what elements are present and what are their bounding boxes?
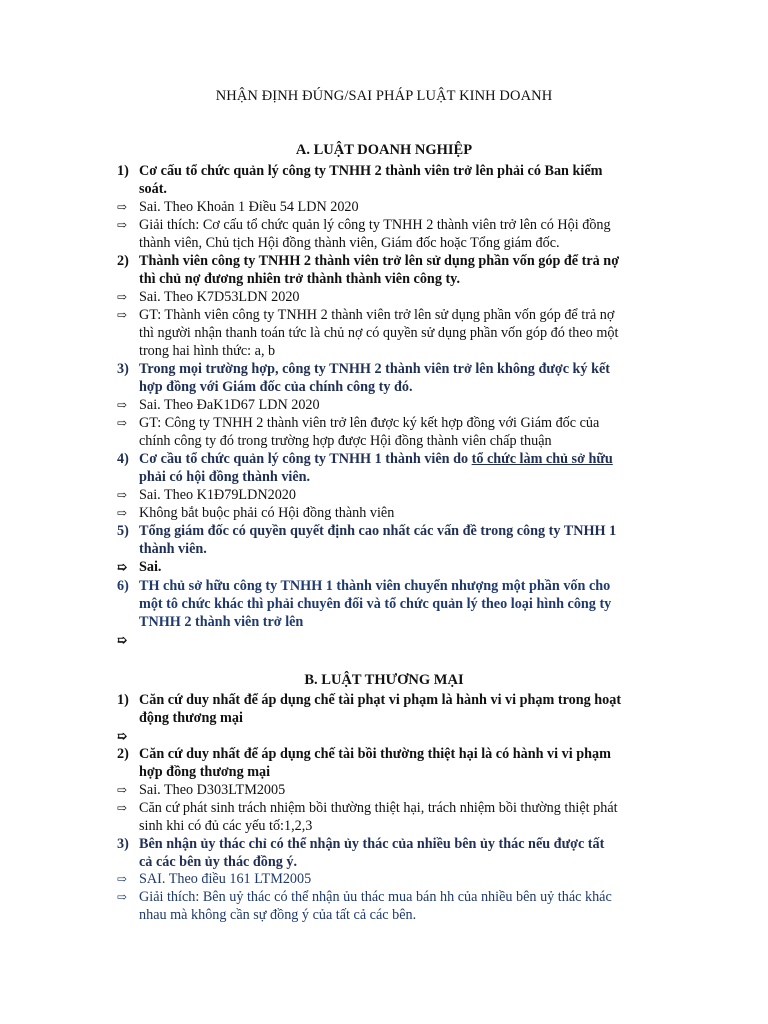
b-q1-text-line1: Căn cứ duy nhất để áp dụng chế tài phạt vi phạm là hành vi vi phạm trong hoạt [139,692,622,708]
a1-explain-line1: Giải thích: Cơ cấu tổ chức quản lý công ty TNHH 2 thành viên trở lên có Hội đồng [139,217,611,233]
q1-number: 1) [117,163,129,179]
a4-answer: Sai. Theo K1Đ79LDN2020 [139,487,296,503]
q6-text-line3: TNHH 2 thành viên trở lên [139,614,304,630]
a4-explain: Không bắt buộc phải có Hội đồng thành viên [139,505,395,521]
q1-text-line1: Cơ cấu tổ chức quản lý công ty TNHH 2 thành viên trở lên phải có Ban kiểm [139,163,603,179]
q4-number: 4) [117,451,129,467]
arrow-icon: ⇨ [117,488,128,502]
document-title: NHẬN ĐỊNH ĐÚNG/SAI PHÁP LUẬT KINH DOANH [215,88,553,104]
b-q3-number: 3) [117,836,129,852]
b-q3-text-line1: Bên nhận ủy thác chỉ có thể nhận ủy thác của nhiều bên ủy thác nếu được tất [139,836,605,852]
a1-answer: Sai. Theo Khoản 1 Điều 54 LDN 2020 [139,199,359,215]
b-q1-text-line2: động thương mại [139,710,243,726]
arrow-icon: ⇨ [117,890,128,904]
arrow-icon: ⇨ [117,506,128,520]
q5-text-line2: thành viên. [139,541,207,557]
arrow-icon: ⇨ [117,416,128,430]
b-q2-number: 2) [117,746,129,762]
b-q2-text-line2: hợp đồng thương mại [139,764,271,780]
q6-text-line2: một tô chức khác thì phải chuyên đối và tổ chức quản lý theo loại hình công ty [139,596,612,612]
q2-text-line1: Thành viên công ty TNHH 2 thành viên trở lên sử dụng phần vốn góp để trả nợ [139,253,620,269]
arrow-icon: ⇨ [117,783,128,797]
q6-text-line1: TH chủ sở hữu công ty TNHH 1 thành viên chuyển nhượng một phần vốn cho [139,578,611,594]
a3-explain-line2: chính công ty đó trong trường hợp được Hội đồng thành viên chấp thuận [139,433,552,449]
b-a3-explain-line2: nhau mà không cần sự đồng ý của tất cả các bên. [139,907,417,923]
a3-answer: Sai. Theo ĐaK1D67 LDN 2020 [139,397,320,413]
section-b-heading: B. LUẬT THƯƠNG MẠI [304,672,464,688]
q4-text-line2: phải có hội đồng thành viên. [139,469,311,485]
b-a3-answer: SAI. Theo điều 161 LTM2005 [139,871,312,887]
a2-explain-line1: GT: Thành viên công ty TNHH 2 thành viên trở lên sử dụng phần vốn góp để trả nợ [139,307,615,323]
b-q1-number: 1) [117,692,129,708]
b-q2-text-line1: Căn cứ duy nhất để áp dụng chế tài bồi thường thiệt hại là có hành vi vi phạm [139,746,611,762]
a2-explain-line2: thì người nhận thanh toán tức là chủ nợ có quyền sử dụng phần vốn góp đó theo một [139,325,619,341]
b-a3-explain-line1: Giải thích: Bên uỷ thác có thể nhận ủu thác mua bán hh của nhiều bên uỷ thác khác [139,889,612,905]
bold-arrow-icon: ➯ [117,729,128,743]
q2-number: 2) [117,253,129,269]
b-q3-text-line2: cả các bên ủy thác đồng ý. [139,854,298,870]
q5-number: 5) [117,523,129,539]
bold-arrow-icon: ➯ [117,560,128,574]
q2-text-line2: thì chủ nợ đương nhiên trở thành thành viên công ty. [139,271,461,287]
a2-answer: Sai. Theo K7D53LDN 2020 [139,289,300,305]
b-a2-answer: Sai. Theo D303LTM2005 [139,782,286,798]
section-a-heading: A. LUẬT DOANH NGHIỆP [295,142,473,158]
a2-explain-line3: trong hai hình thức: a, b [139,343,276,359]
arrow-icon: ⇨ [117,290,128,304]
bold-arrow-icon: ➯ [117,633,128,647]
q3-text-line2: hợp đồng với Giám đốc của chính công ty đó. [139,379,413,395]
b-a2-explain-line1: Căn cứ phát sinh trách nhiệm bồi thường thiệt hại, trách nhiệm bồi thường thiệt phát [139,800,618,816]
q4-text-underlined: tổ chức làm chủ sở hữu [471,451,613,467]
arrow-icon: ⇨ [117,200,128,214]
a3-explain-line1: GT: Công ty TNHH 2 thành viên trở lên được ký kết hợp đồng với Giám đốc của [139,415,600,431]
arrow-icon: ⇨ [117,308,128,322]
q1-text-line2: soát. [139,181,167,197]
q6-number: 6) [117,578,129,594]
a5-answer: Sai. [139,559,162,575]
arrow-icon: ⇨ [117,218,128,232]
q3-text-line1: Trong mọi trường hợp, công ty TNHH 2 thành viên trở lên không được ký kết [139,361,610,377]
arrow-icon: ⇨ [117,872,128,886]
q4-text-line1 [139,450,613,468]
b-a2-explain-line2: sinh khi có đủ các yếu tố:1,2,3 [139,818,313,834]
q4-text-part1: Cơ cầu tổ chức quản lý công ty TNHH 1 thành viên do [139,451,472,467]
arrow-icon: ⇨ [117,398,128,412]
q5-text-line1: Tổng giám đốc có quyền quyết định cao nhất các vấn đề trong công ty TNHH 1 [139,523,617,539]
a1-explain-line2: thành viên, Chủ tịch Hội đồng thành viên, Giám đốc hoặc Tổng giám đốc. [139,235,560,251]
arrow-icon: ⇨ [117,801,128,815]
q3-number: 3) [117,361,129,377]
